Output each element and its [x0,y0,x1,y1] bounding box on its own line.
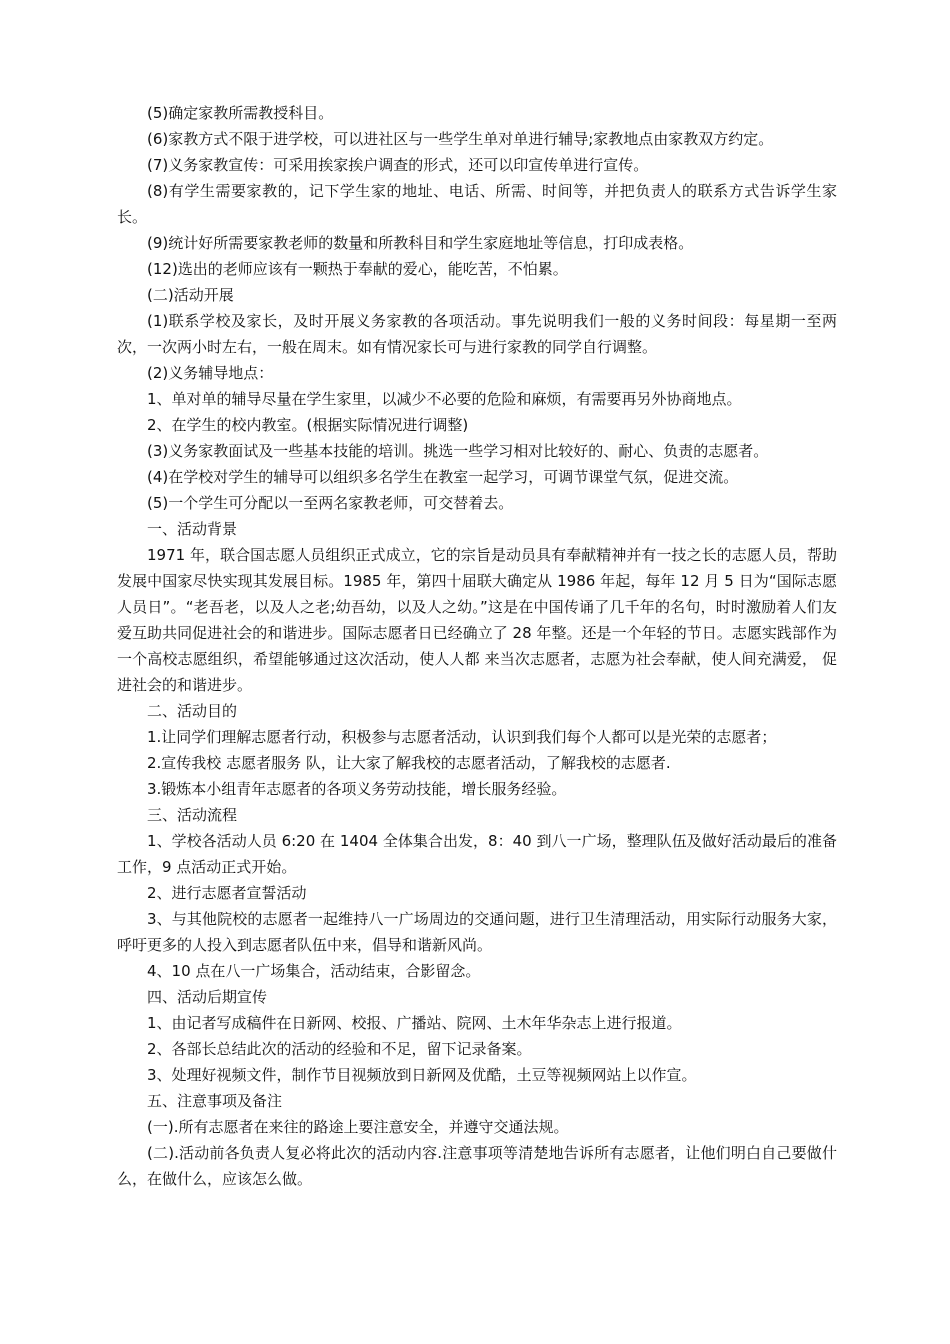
paragraph: 2、进行志愿者宣誓活动 [147,884,307,902]
paragraph: 4、10 点在八一广场集合，活动结束，合影留念。 [147,962,481,980]
section-heading: (二)活动开展 [147,286,234,304]
section-heading: 三、活动流程 [147,806,238,824]
paragraph: 2、各部长总结此次的活动的经验和不足，留下记录备案。 [147,1040,532,1058]
paragraph: (4)在学校对学生的辅导可以组织多名学生在教室一起学习，可调节课堂气氛，促进交流。 [147,468,739,486]
paragraph: 2、在学生的校内教室。(根据实际情况进行调整) [147,416,469,434]
paragraph: (6)家教方式不限于进学校，可以进社区与一些学生单对单进行辅导;家教地点由家教双方约定。 [147,130,774,148]
paragraph: 1、由记者写成稿件在日新网、校报、广播站、院网、土木年华杂志上进行报道。 [147,1014,682,1032]
section-heading: 二、活动目的 [147,702,238,720]
paragraph: 1971 年，联合国志愿人员组织正式成立，它的宗旨是动员具有奉献精神并有一技之长的志愿人员，帮助发展中国家尽快实现其发展目标。1985 年，第四十届联大确定从 1986 年起，每年 12 月 5 日为“国际志愿人员日”。“老吾老，以及人之老;幼吾幼，以及人之幼。”这是在中国传诵了几千年的名句，时时激励着人们友爱互助共同促进社会的和谐进步。国际志愿者日已经确立了 28 年整。还是一个年轻的节日。志愿实践部作为一个高校志愿组织，希望能够通过这次活动，使人人都 来当次志愿者，志愿为社会奉献，使人间充满爱， 促进社会的和谐进步。 [117,546,837,694]
paragraph: (9)统计好所需要家教老师的数量和所教科目和学生家庭地址等信息，打印成表格。 [147,234,694,252]
section-heading: 四、活动后期宣传 [147,988,268,1006]
document-body [117,100,837,1192]
section-heading: 一、活动背景 [147,520,238,538]
paragraph: 3、与其他院校的志愿者一起维持八一广场周边的交通问题，进行卫生清理活动，用实际行动服务大家，呼吁更多的人投入到志愿者队伍中来，倡导和谐新风尚。 [117,910,837,954]
paragraph: (5)确定家教所需教授科目。 [147,104,334,122]
paragraph: (1)联系学校及家长，及时开展义务家教的各项活动。事先说明我们一般的义务时间段：每星期一至两次，一次两小时左右，一般在周末。如有情况家长可与进行家教的同学自行调整。 [117,312,837,356]
paragraph: (2)义务辅导地点： [147,364,274,382]
paragraph: (二).活动前各负责人复必将此次的活动内容.注意事项等清楚地告诉所有志愿者，让他们明白自己要做什么，在做什么，应该怎么做。 [117,1144,837,1188]
section-heading: 五、注意事项及备注 [147,1092,283,1110]
paragraph: (7)义务家教宣传：可采用挨家挨户调查的形式，还可以印宣传单进行宣传。 [147,156,649,174]
paragraph: 2.宣传我校 志愿者服务 队，让大家了解我校的志愿者活动，了解我校的志愿者. [147,754,671,772]
paragraph: 1.让同学们理解志愿者行动，积极参与志愿者活动，认识到我们每个人都可以是光荣的志愿者； [147,728,777,746]
paragraph: 1、单对单的辅导尽量在学生家里，以减少不必要的危险和麻烦，有需要再另外协商地点。 [147,390,742,408]
paragraph: 3、处理好视频文件，制作节目视频放到日新网及优酷，土豆等视频网站上以作宣。 [147,1066,697,1084]
paragraph: (5)一个学生可分配以一至两名家教老师，可交替着去。 [147,494,514,512]
paragraph: (8)有学生需要家教的，记下学生家的地址、电话、所需、时间等，并把负责人的联系方式告诉学生家长。 [117,182,837,226]
paragraph: 3.锻炼本小组青年志愿者的各项义务劳动技能，增长服务经验。 [147,780,567,798]
paragraph: (一).所有志愿者在来往的路途上要注意安全，并遵守交通法规。 [147,1118,569,1136]
paragraph: (12)选出的老师应该有一颗热于奉献的爱心，能吃苦，不怕累。 [147,260,568,278]
paragraph: (3)义务家教面试及一些基本技能的培训。挑选一些学习相对比较好的、耐心、负责的志愿者。 [147,442,769,460]
paragraph: 1、学校各活动人员 6:20 在 1404 全体集合出发，8：40 到八一广场，整理队伍及做好活动最后的准备工作，9 点活动正式开始。 [117,832,837,876]
